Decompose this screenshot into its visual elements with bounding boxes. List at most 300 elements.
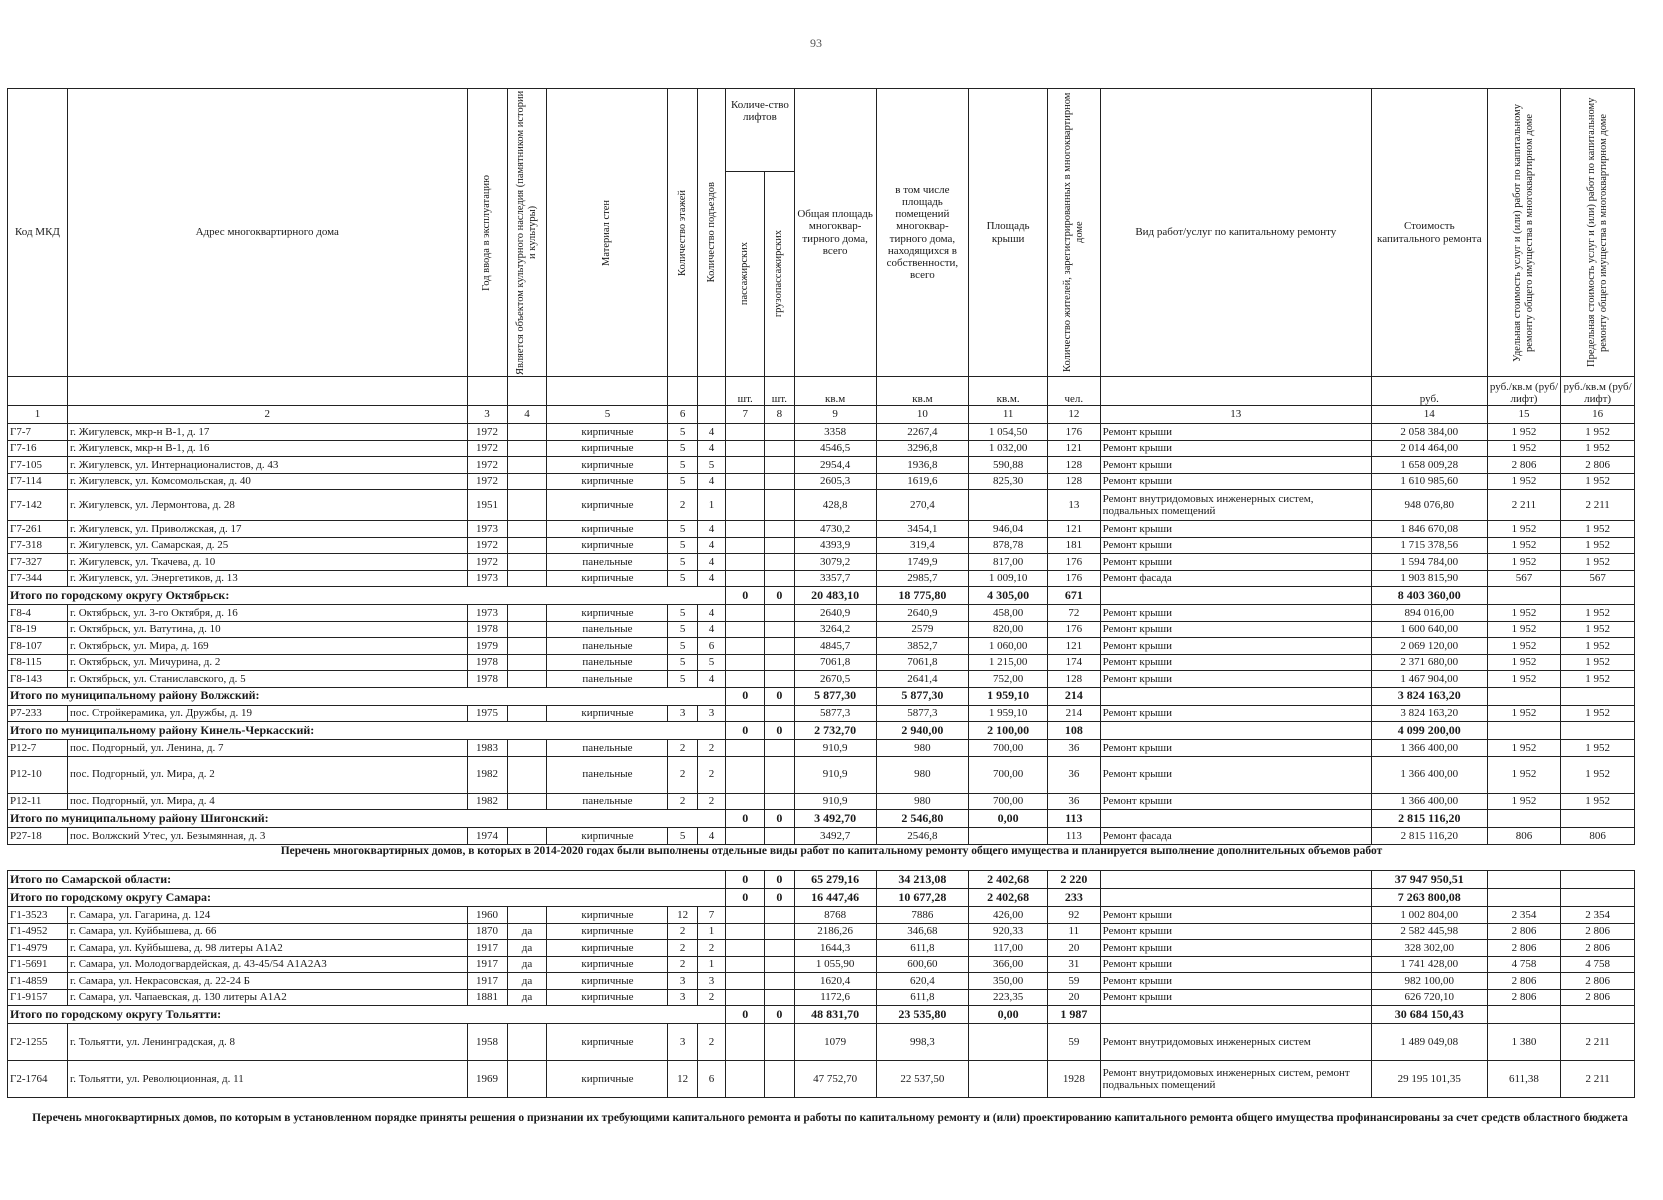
cell-address: г. Самара, ул. Куйбышева, д. 98 литеры А1А2 [67, 940, 467, 957]
subtotal-lifts-passenger: 0 [726, 687, 765, 705]
cell-year: 1978 [467, 621, 507, 638]
cell-work: Ремонт крыши [1100, 457, 1371, 474]
cell-max-cost: 2 354 [1561, 907, 1635, 924]
cell-entrances: 2 [697, 940, 725, 957]
cell-cost: 1 489 049,08 [1371, 1024, 1487, 1061]
cell-work: Ремонт крыши [1100, 705, 1371, 722]
cell-residents: 92 [1048, 907, 1101, 924]
cell-roof: 700,00 [969, 793, 1048, 810]
cell-roof: 820,00 [969, 621, 1048, 638]
cell-lifts-cargo [765, 638, 794, 655]
column-number: 15 [1487, 406, 1561, 424]
cell-residents: 59 [1048, 973, 1101, 990]
cell-wall: кирпичные [547, 605, 668, 622]
cell-max-cost: 1 952 [1561, 537, 1635, 554]
cell-lifts-passenger [726, 956, 765, 973]
cell-unit-cost: 1 952 [1487, 654, 1561, 671]
cell-residents: 1928 [1048, 1061, 1101, 1098]
cell-cost: 328 302,00 [1371, 940, 1487, 957]
cell-wall: кирпичные [547, 440, 668, 457]
cell-unit-cost: 1 952 [1487, 638, 1561, 655]
subtotal-lifts-cargo: 0 [765, 687, 794, 705]
cell-own-area: 319,4 [876, 537, 969, 554]
subtotal-blank [1561, 687, 1635, 705]
cell-year: 1982 [467, 756, 507, 793]
cell-own-area: 1619,6 [876, 473, 969, 490]
cell-total-area: 3357,7 [794, 570, 876, 587]
cell-floors: 5 [668, 457, 697, 474]
cell-lifts-cargo [765, 457, 794, 474]
cell-wall: кирпичные [547, 1024, 668, 1061]
subtotal-lifts-cargo: 0 [765, 587, 794, 605]
cell-total-area: 3079,2 [794, 554, 876, 571]
table-row [8, 490, 1635, 521]
cell-work: Ремонт фасада [1100, 570, 1371, 587]
cell-total-area: 3358 [794, 424, 876, 441]
cell-total-area: 1620,4 [794, 973, 876, 990]
cell-total-area: 910,9 [794, 793, 876, 810]
cell-max-cost: 4 758 [1561, 956, 1635, 973]
cell-total-area: 1 055,90 [794, 956, 876, 973]
cell-wall: кирпичные [547, 956, 668, 973]
page-number: 93 [810, 36, 822, 50]
cell-code: Г8-143 [8, 671, 68, 688]
subtotal-blank [1487, 871, 1561, 889]
cell-max-cost: 1 952 [1561, 740, 1635, 757]
subtotal-blank [1561, 810, 1635, 828]
cell-residents: 36 [1048, 740, 1101, 757]
hdr-address: Адрес многоквартирного дома [67, 89, 467, 377]
cell-residents: 128 [1048, 473, 1101, 490]
hdr-own-area: в том числе площадь помещений многоквар-тирного дома, находящихся в собственности, всего [876, 89, 969, 377]
column-number: 14 [1371, 406, 1487, 424]
cell-year: 1972 [467, 473, 507, 490]
cell-max-cost: 1 952 [1561, 440, 1635, 457]
unit-area: кв.м [794, 377, 876, 406]
cell-lifts-cargo [765, 621, 794, 638]
cell-total-area: 47 752,70 [794, 1061, 876, 1098]
subtotal-roof: 4 305,00 [969, 587, 1048, 605]
cell-residents: 20 [1048, 940, 1101, 957]
cell-own-area: 2546,8 [876, 828, 969, 845]
cell-max-cost: 1 952 [1561, 521, 1635, 538]
cell-lifts-passenger [726, 940, 765, 957]
cell-unit-cost: 1 952 [1487, 440, 1561, 457]
hdr-residents: Количество жителей, зарегистрированных в многоквартирном доме [1061, 92, 1085, 373]
cell-heritage [507, 570, 547, 587]
cell-address: г. Жигулевск, ул. Интернационалистов, д. 43 [67, 457, 467, 474]
cell-cost: 1 467 904,00 [1371, 671, 1487, 688]
cell-roof [969, 1024, 1048, 1061]
cell-code: Г7-261 [8, 521, 68, 538]
hdr-year: Год ввода в эксплуатацию [481, 174, 493, 291]
subtotal-total-area: 20 483,10 [794, 587, 876, 605]
cell-work: Ремонт крыши [1100, 907, 1371, 924]
cell-cost: 2 815 116,20 [1371, 828, 1487, 845]
subtotal-lifts-passenger: 0 [726, 722, 765, 740]
cell-wall: кирпичные [547, 521, 668, 538]
cell-cost: 1 002 804,00 [1371, 907, 1487, 924]
cell-address: пос. Стройкерамика, ул. Дружбы, д. 19 [67, 705, 467, 722]
cell-heritage: да [507, 973, 547, 990]
cell-cost: 894 016,00 [1371, 605, 1487, 622]
cell-heritage: да [507, 956, 547, 973]
hdr-max-cost: Предельная стоимость услуг и (или) работ по капитальному ремонту общего имущества в многоквартирном доме [1585, 97, 1609, 368]
cell-address: г. Самара, ул. Некрасовская, д. 22-24 Б [67, 973, 467, 990]
subtotal-blank [1561, 587, 1635, 605]
column-number: 1 [8, 406, 68, 424]
cell-total-area: 4730,2 [794, 521, 876, 538]
cell-code: Г7-16 [8, 440, 68, 457]
cell-own-area: 611,8 [876, 940, 969, 957]
cell-unit-cost: 2 806 [1487, 923, 1561, 940]
cell-floors: 5 [668, 537, 697, 554]
cell-lifts-cargo [765, 570, 794, 587]
cell-address: г. Жигулевск, ул. Ткачева, д. 10 [67, 554, 467, 571]
cell-roof: 117,00 [969, 940, 1048, 957]
cell-wall: панельные [547, 638, 668, 655]
cell-lifts-cargo [765, 473, 794, 490]
subtotal-label: Итого по муниципальному району Кинель-Черкасский: [8, 722, 726, 740]
cell-lifts-passenger [726, 490, 765, 521]
cell-residents: 176 [1048, 570, 1101, 587]
cell-heritage [507, 638, 547, 655]
cell-address: г. Октябрьск, ул. Мира, д. 169 [67, 638, 467, 655]
cell-lifts-cargo [765, 654, 794, 671]
cell-code: Г1-5691 [8, 956, 68, 973]
cell-cost: 626 720,10 [1371, 989, 1487, 1006]
cell-roof: 825,30 [969, 473, 1048, 490]
cell-max-cost: 2 211 [1561, 1024, 1635, 1061]
cell-total-area: 2640,9 [794, 605, 876, 622]
cell-wall: панельные [547, 793, 668, 810]
cell-unit-cost: 1 952 [1487, 705, 1561, 722]
cell-total-area: 2186,26 [794, 923, 876, 940]
cell-floors: 5 [668, 473, 697, 490]
subtotal-cost: 30 684 150,43 [1371, 1006, 1487, 1024]
cell-heritage [507, 1061, 547, 1098]
subtotal-cost: 3 824 163,20 [1371, 687, 1487, 705]
cell-address: г. Самара, ул. Куйбышева, д. 66 [67, 923, 467, 940]
cell-entrances: 4 [697, 621, 725, 638]
cell-year: 1979 [467, 638, 507, 655]
cell-unit-cost: 2 354 [1487, 907, 1561, 924]
cell-lifts-passenger [726, 621, 765, 638]
table-row [8, 473, 1635, 490]
cell-year: 1973 [467, 570, 507, 587]
cell-roof [969, 828, 1048, 845]
cell-code: Г1-4979 [8, 940, 68, 957]
cell-lifts-passenger [726, 828, 765, 845]
cell-floors: 5 [668, 440, 697, 457]
cell-lifts-passenger [726, 570, 765, 587]
cell-lifts-cargo [765, 973, 794, 990]
cell-lifts-passenger [726, 705, 765, 722]
cell-year: 1972 [467, 457, 507, 474]
subtotal-roof: 0,00 [969, 810, 1048, 828]
cell-wall: кирпичные [547, 705, 668, 722]
cell-own-area: 3852,7 [876, 638, 969, 655]
cell-address: г. Жигулевск, ул. Энергетиков, д. 13 [67, 570, 467, 587]
table-row [8, 671, 1635, 688]
cell-roof: 366,00 [969, 956, 1048, 973]
cell-lifts-passenger [726, 671, 765, 688]
cell-work: Ремонт внутридомовых инженерных систем, ремонт подвальных помещений [1100, 1061, 1371, 1098]
column-number: 9 [794, 406, 876, 424]
cell-unit-cost: 4 758 [1487, 956, 1561, 973]
cell-entrances: 6 [697, 1061, 725, 1098]
cell-entrances: 4 [697, 537, 725, 554]
column-number: 12 [1048, 406, 1101, 424]
cell-entrances: 4 [697, 440, 725, 457]
cell-roof: 700,00 [969, 756, 1048, 793]
cell-residents: 128 [1048, 457, 1101, 474]
cell-unit-cost: 1 952 [1487, 424, 1561, 441]
cell-lifts-cargo [765, 440, 794, 457]
cell-entrances: 1 [697, 923, 725, 940]
cell-address: г. Жигулевск, ул. Самарская, д. 25 [67, 537, 467, 554]
cell-lifts-cargo [765, 521, 794, 538]
table-row [8, 907, 1635, 924]
cell-wall: панельные [547, 756, 668, 793]
cell-floors: 5 [668, 424, 697, 441]
cell-lifts-passenger [726, 973, 765, 990]
subtotal-row [8, 1006, 1635, 1024]
cell-year: 1870 [467, 923, 507, 940]
table-row [8, 424, 1635, 441]
cell-max-cost: 2 806 [1561, 973, 1635, 990]
table-row [8, 457, 1635, 474]
cell-residents: 121 [1048, 440, 1101, 457]
table-row [8, 638, 1635, 655]
cell-own-area: 620,4 [876, 973, 969, 990]
cell-year: 1975 [467, 705, 507, 722]
cell-entrances: 4 [697, 605, 725, 622]
cell-residents: 31 [1048, 956, 1101, 973]
table-row [8, 828, 1635, 845]
subtotal-lifts-cargo: 0 [765, 810, 794, 828]
cell-address: пос. Подгорный, ул. Мира, д. 2 [67, 756, 467, 793]
cell-work: Ремонт внутридомовых инженерных систем [1100, 1024, 1371, 1061]
cell-wall: кирпичные [547, 989, 668, 1006]
cell-code: Р7-233 [8, 705, 68, 722]
cell-floors: 2 [668, 490, 697, 521]
cell-max-cost: 2 806 [1561, 989, 1635, 1006]
cell-lifts-passenger [726, 1061, 765, 1098]
cell-max-cost: 1 952 [1561, 424, 1635, 441]
subtotal-lifts-cargo: 0 [765, 871, 794, 889]
table-row [8, 570, 1635, 587]
cell-own-area: 2985,7 [876, 570, 969, 587]
cell-floors: 12 [668, 1061, 697, 1098]
cell-wall: кирпичные [547, 828, 668, 845]
cell-own-area: 980 [876, 793, 969, 810]
cell-residents: 20 [1048, 989, 1101, 1006]
cell-entrances: 4 [697, 521, 725, 538]
cell-year: 1978 [467, 671, 507, 688]
cell-unit-cost: 806 [1487, 828, 1561, 845]
unit-lift-g: шт. [765, 377, 794, 406]
cell-residents: 176 [1048, 554, 1101, 571]
table-row [8, 1024, 1635, 1061]
cell-work: Ремонт крыши [1100, 605, 1371, 622]
cell-lifts-passenger [726, 554, 765, 571]
caption-additional-works: Перечень многоквартирных домов, в которых в 2014-2020 годах были выполнены отдельные виды работ по капитальному ремонту общего имущества и планируется выполнение дополнительных объемов работ [280, 845, 1383, 857]
cell-residents: 72 [1048, 605, 1101, 622]
hdr-lifts-passenger: пассажирских [739, 242, 751, 306]
cell-unit-cost: 611,38 [1487, 1061, 1561, 1098]
subtotal-roof: 1 959,10 [969, 687, 1048, 705]
cell-wall: кирпичные [547, 570, 668, 587]
cell-floors: 5 [668, 570, 697, 587]
cell-floors: 5 [668, 621, 697, 638]
cell-residents: 59 [1048, 1024, 1101, 1061]
hdr-lifts: Количе-ство лифтов [726, 89, 794, 172]
table-row [8, 521, 1635, 538]
cell-lifts-passenger [726, 605, 765, 622]
cell-total-area: 1172,6 [794, 989, 876, 1006]
subtotal-residents: 2 220 [1048, 871, 1101, 889]
cell-floors: 3 [668, 989, 697, 1006]
subtotal-lifts-cargo: 0 [765, 889, 794, 907]
cell-address: г. Октябрьск, ул. Мичурина, д. 2 [67, 654, 467, 671]
cell-floors: 5 [668, 828, 697, 845]
subtotal-cost: 4 099 200,00 [1371, 722, 1487, 740]
cell-wall: кирпичные [547, 973, 668, 990]
cell-max-cost: 1 952 [1561, 793, 1635, 810]
cell-work: Ремонт крыши [1100, 671, 1371, 688]
subtotal-blank [1100, 810, 1371, 828]
cell-wall: панельные [547, 671, 668, 688]
cell-work: Ремонт крыши [1100, 638, 1371, 655]
cell-own-area: 980 [876, 756, 969, 793]
subtotal-total-area: 65 279,16 [794, 871, 876, 889]
subtotal-row [8, 810, 1635, 828]
cell-roof: 1 054,50 [969, 424, 1048, 441]
subtotal-roof: 2 402,68 [969, 871, 1048, 889]
subtotal-own-area: 18 775,80 [876, 587, 969, 605]
table-row [8, 705, 1635, 722]
cell-work: Ремонт крыши [1100, 424, 1371, 441]
cell-code: Г1-9157 [8, 989, 68, 1006]
subtotal-own-area: 2 546,80 [876, 810, 969, 828]
cell-lifts-cargo [765, 956, 794, 973]
main-table [7, 88, 1635, 845]
subtotal-cost: 7 263 800,08 [1371, 889, 1487, 907]
cell-total-area: 8768 [794, 907, 876, 924]
subtotal-blank [1487, 722, 1561, 740]
cell-unit-cost: 1 952 [1487, 671, 1561, 688]
cell-heritage [507, 490, 547, 521]
cell-floors: 2 [668, 740, 697, 757]
cell-unit-cost: 1 952 [1487, 756, 1561, 793]
cell-cost: 2 014 464,00 [1371, 440, 1487, 457]
cell-residents: 121 [1048, 638, 1101, 655]
cell-heritage [507, 521, 547, 538]
table-row [8, 440, 1635, 457]
cell-cost: 29 195 101,35 [1371, 1061, 1487, 1098]
cell-own-area: 346,68 [876, 923, 969, 940]
cell-total-area: 2605,3 [794, 473, 876, 490]
cell-lifts-passenger [726, 654, 765, 671]
cell-total-area: 4393,9 [794, 537, 876, 554]
cell-heritage [507, 705, 547, 722]
cell-residents: 181 [1048, 537, 1101, 554]
cell-lifts-cargo [765, 424, 794, 441]
cell-cost: 2 582 445,98 [1371, 923, 1487, 940]
cell-code: Г7-344 [8, 570, 68, 587]
cell-cost: 1 903 815,90 [1371, 570, 1487, 587]
cell-address: г. Самара, ул. Гагарина, д. 124 [67, 907, 467, 924]
cell-own-area: 3296,8 [876, 440, 969, 457]
cell-address: г. Самара, ул. Молодогвардейская, д. 43-45/54 А1А2А3 [67, 956, 467, 973]
subtotal-own-area: 2 940,00 [876, 722, 969, 740]
cell-wall: кирпичные [547, 940, 668, 957]
cell-lifts-passenger [726, 537, 765, 554]
hdr-unit-cost: Удельная стоимость услуг и (или) работ по капитальному ремонту общего имущества в многоквартирном доме [1511, 103, 1535, 362]
cell-residents: 128 [1048, 671, 1101, 688]
cell-max-cost: 806 [1561, 828, 1635, 845]
cell-entrances: 4 [697, 424, 725, 441]
cell-unit-cost: 1 952 [1487, 793, 1561, 810]
cell-code: Г8-115 [8, 654, 68, 671]
cell-entrances: 2 [697, 1024, 725, 1061]
cell-wall: кирпичные [547, 907, 668, 924]
cell-total-area: 1079 [794, 1024, 876, 1061]
subtotal-total-area: 16 447,46 [794, 889, 876, 907]
cell-code: Г7-142 [8, 490, 68, 521]
subtotal-residents: 108 [1048, 722, 1101, 740]
cell-residents: 13 [1048, 490, 1101, 521]
cell-lifts-passenger [726, 907, 765, 924]
cell-lifts-cargo [765, 605, 794, 622]
cell-entrances: 3 [697, 705, 725, 722]
hdr-code: Код МКД [8, 89, 68, 377]
column-number: 16 [1561, 406, 1635, 424]
cell-work: Ремонт внутридомовых инженерных систем, подвальных помещений [1100, 490, 1371, 521]
cell-year: 1960 [467, 907, 507, 924]
cell-total-area: 3492,7 [794, 828, 876, 845]
cell-work: Ремонт крыши [1100, 654, 1371, 671]
cell-lifts-cargo [765, 828, 794, 845]
cell-roof: 426,00 [969, 907, 1048, 924]
cell-address: г. Жигулевск, ул. Комсомольская, д. 40 [67, 473, 467, 490]
cell-residents: 174 [1048, 654, 1101, 671]
cell-cost: 2 371 680,00 [1371, 654, 1487, 671]
cell-own-area: 270,4 [876, 490, 969, 521]
cell-max-cost: 2 806 [1561, 923, 1635, 940]
cell-max-cost: 1 952 [1561, 554, 1635, 571]
subtotal-label: Итого по муниципальному району Волжский: [8, 687, 726, 705]
subtotal-row [8, 587, 1635, 605]
subtotal-blank [1561, 1006, 1635, 1024]
subtotal-residents: 113 [1048, 810, 1101, 828]
cell-cost: 3 824 163,20 [1371, 705, 1487, 722]
subtotal-row [8, 889, 1635, 907]
cell-code: Р12-10 [8, 756, 68, 793]
cell-year: 1974 [467, 828, 507, 845]
cell-roof: 1 032,00 [969, 440, 1048, 457]
subtotal-row [8, 871, 1635, 889]
cell-own-area: 2640,9 [876, 605, 969, 622]
unit-people: чел. [1048, 377, 1101, 406]
cell-wall: панельные [547, 554, 668, 571]
cell-address: г. Октябрьск, ул. 3-го Октября, д. 16 [67, 605, 467, 622]
cell-entrances: 7 [697, 907, 725, 924]
cell-max-cost: 1 952 [1561, 605, 1635, 622]
cell-unit-cost: 567 [1487, 570, 1561, 587]
cell-max-cost: 1 952 [1561, 756, 1635, 793]
